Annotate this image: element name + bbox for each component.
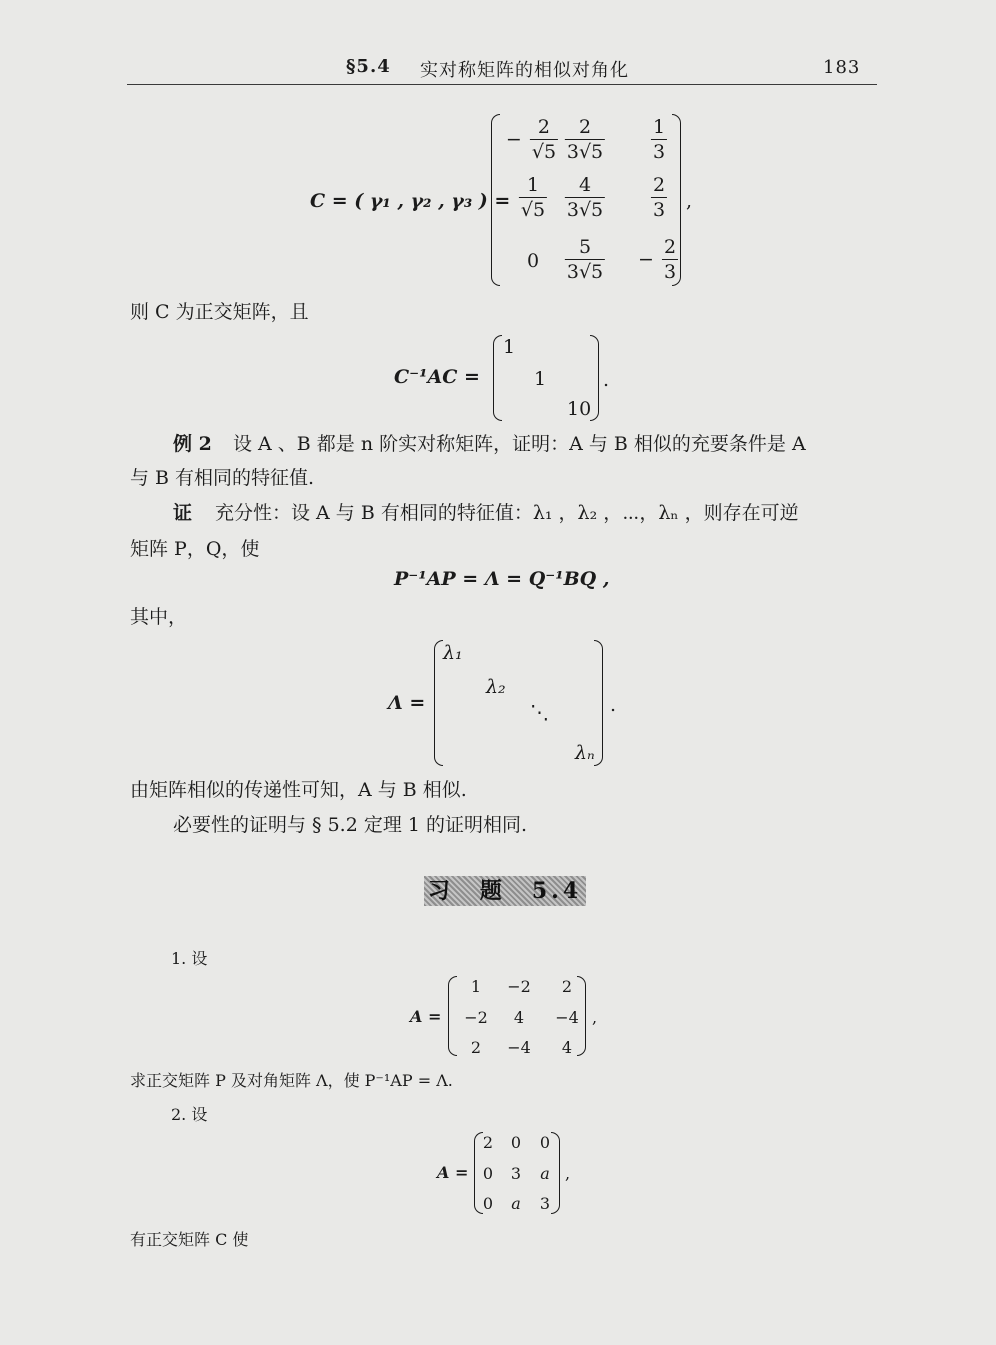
proof-line-2: 矩阵 P，Q，使 (130, 538, 260, 560)
exercise-1-task: 求正交矩阵 P 及对角矩阵 Λ，使 P⁻¹AP = Λ. (130, 1071, 453, 1090)
lambda-diag-dots: ⋱ (530, 702, 549, 724)
matrix-entry: 2 (561, 977, 573, 996)
exercise-2-left-bracket (474, 1132, 483, 1214)
matrix-c-entry: $\frac{2}{3}$ (652, 174, 666, 221)
proof-title: 证 (173, 502, 193, 524)
lambda-period: . (610, 694, 617, 716)
matrix-c-entry: − $\frac{2}{√5}$ (505, 116, 557, 163)
exercise-2-label: 2. 设 (171, 1105, 208, 1124)
section-number: §5.4 (346, 56, 391, 77)
exercise-banner: 习 题 5.4 (424, 876, 586, 906)
section-title: 实对称矩阵的相似对角化 (420, 60, 629, 81)
matrix-entry: 0 (510, 1133, 522, 1152)
matrix-c-entry: $\frac{1}{√5}$ (520, 174, 546, 221)
similarity-equation: P⁻¹AP = Λ = Q⁻¹BQ , (394, 568, 610, 590)
matrix-c-left-bracket (491, 114, 500, 286)
cac-diag-3: 10 (567, 398, 592, 420)
lambda-diag-2: λ₂ (486, 676, 506, 698)
para-qizhong: 其中， (130, 606, 188, 628)
cac-label: C⁻¹AC = (394, 366, 480, 388)
matrix-entry: a (511, 1194, 521, 1213)
header-rule (127, 84, 877, 85)
cac-left-bracket (493, 335, 502, 421)
lambda-left-bracket (434, 640, 443, 766)
exercise-1-comma: , (592, 1008, 598, 1027)
matrix-entry: −2 (507, 977, 531, 996)
matrix-entry: 2 (482, 1133, 494, 1152)
matrix-entry: −4 (555, 1008, 579, 1027)
matrix-entry: 1 (470, 977, 482, 996)
matrix-entry: 0 (482, 1164, 494, 1183)
proof-line-1: 充分性：设 A 与 B 有相同的特征值：λ₁ ，λ₂ ，⋯，λₙ ，则存在可逆 (215, 502, 799, 524)
lambda-label: Λ = (388, 692, 426, 714)
matrix-entry: 3 (510, 1164, 522, 1183)
matrix-c-entry: $\frac{5}{3√5}$ (566, 236, 604, 283)
exercise-1-label: 1. 设 (171, 949, 208, 968)
cac-right-bracket (590, 335, 599, 421)
example-line-2: 与 B 有相同的特征值. (130, 467, 315, 489)
matrix-entry: 0 (482, 1194, 494, 1213)
cac-diag-2: 1 (534, 368, 547, 390)
para-orthogonal: 则 C 为正交矩阵，且 (130, 301, 309, 323)
exercise-2-matrix-label: A = (437, 1163, 469, 1182)
matrix-entry: 4 (513, 1008, 525, 1027)
exercise-2-right-bracket (551, 1132, 560, 1214)
example-line-1: 设 A 、B 都是 n 阶实对称矩阵，证明：A 与 B 相似的充要条件是 A (233, 433, 806, 455)
lambda-diag-n: λₙ (575, 742, 595, 764)
matrix-entry: 3 (539, 1194, 551, 1213)
lambda-diag-1: λ₁ (443, 642, 463, 664)
exercise-1-left-bracket (448, 976, 457, 1056)
exercise-2-task: 有正交矩阵 C 使 (130, 1230, 249, 1249)
exercise-2-comma: , (565, 1164, 571, 1183)
matrix-c-entry: − $\frac{2}{3}$ (637, 236, 677, 283)
page-number: 183 (823, 57, 861, 78)
matrix-c-entry: $\frac{4}{3√5}$ (566, 174, 604, 221)
matrix-c-entry: $\frac{1}{3}$ (652, 116, 666, 163)
matrix-entry: 4 (561, 1038, 573, 1057)
matrix-entry: 2 (470, 1038, 482, 1057)
lambda-right-bracket (594, 640, 603, 766)
matrix-c-label: C = ( γ₁ , γ₂ , γ₃ ) = (310, 190, 511, 212)
matrix-entry: 0 (539, 1133, 551, 1152)
matrix-entry: −2 (464, 1008, 488, 1027)
matrix-entry: a (540, 1164, 550, 1183)
matrix-c-comma: , (686, 190, 693, 212)
matrix-c-entry: $\frac{2}{3√5}$ (566, 116, 604, 163)
conclusion-line-1: 由矩阵相似的传递性可知，A 与 B 相似. (130, 779, 467, 801)
cac-diag-1: 1 (503, 336, 516, 358)
matrix-c-entry: 0 (526, 250, 540, 272)
cac-period: . (603, 369, 610, 391)
conclusion-line-2: 必要性的证明与 § 5.2 定理 1 的证明相同. (173, 814, 528, 836)
example-title: 例 2 (173, 433, 212, 455)
matrix-entry: −4 (507, 1038, 531, 1057)
exercise-1-matrix-label: A = (410, 1007, 442, 1026)
